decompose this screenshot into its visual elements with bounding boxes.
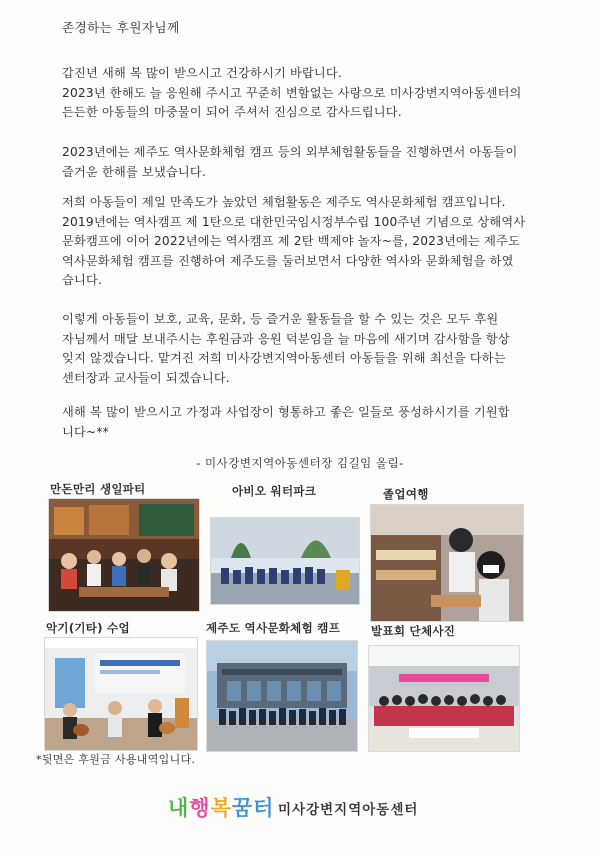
guitar-class-photo [44,637,198,751]
text-line: 자님께서 매달 보내주시는 후원금과 응원 덕분임을 늘 마음에 새기며 감사함을 항상 [62,331,510,346]
photo-caption: 아비오 워터파크 [232,484,317,498]
text-line: 문화캠프에 이어 2022년에는 역사캠프 제 2탄 백제야 놀자~를, 2023년에는 제주도 [62,234,520,248]
footer-logo [168,792,468,832]
text-line: 든든한 아동들의 마중물이 되어 주셔서 진심으로 감사드립니다. [62,105,402,119]
text-line: 잊지 않겠습니다. 맡겨진 저희 미사강변지역아동센터 아동들을 위해 최선을 다하는 [62,351,506,365]
center-name: 미사강변지역아동센터 [278,802,419,818]
text-line: 니다~** [62,424,109,439]
text-line: 이렇게 아동들이 보호, 교육, 문화, 등 즐거운 활동들을 할 수 있는 것은 모두 후원 [62,312,499,326]
logo-part: 복 [210,796,232,820]
photo-caption: 만돈만리 생일파티 [50,482,146,496]
text-line: 습니다. [62,273,102,287]
text-line: 센터장과 교사들이 되겠습니다. [62,370,230,385]
photo-caption: 악기(기타) 수업 [46,621,130,635]
logo-part: 내 [168,796,190,820]
text-line: 즐거운 한해를 보냈습니다. [62,164,206,179]
text-line: 2023년 한해도 늘 응원해 주시고 꾸준히 변함없는 사랑으로 미사강변지역아동센터의 [62,85,522,100]
text-line: 새해 복 많이 받으시고 가정과 사업장이 형통하고 좋은 일들로 풍성하시기를 기원합 [62,405,510,419]
jeju-camp-photo [206,640,358,752]
greeting: 존경하는 후원자님께 [62,20,180,35]
logo-wordmark [168,792,274,822]
signature: - 미사강변지역아동센터장 김길임 올림- [196,456,404,470]
paragraph-3 [62,193,562,291]
text-line: 2019년에는 역사캠프 제 1탄으로 대한민국임시정부수립 100주년 기념으로 상해역사 [62,214,526,229]
graduation-trip-photo [370,504,524,622]
photo-caption: 발표회 단체사진 [371,624,456,638]
birthday-party-photo [48,498,200,612]
text-line: 역사문화체험 캠프를 진행하여 제주도를 둘러보면서 다양한 역사와 문화체험을 하였 [62,253,514,268]
logo-part: 꿈터 [231,796,275,820]
photo-caption: 제주도 역사문화체험 캠프 [206,621,341,635]
text-line: 갑진년 새해 복 많이 받으시고 건강하시기 바랍니다. [62,66,342,80]
text-line: 2023년에는 제주도 역사문화체험 캠프 등의 외부체험활동들을 진행하면서 아동들이 [62,145,518,159]
paragraph-1 [62,64,562,123]
photo-caption: 졸업여행 [383,487,429,501]
water-park-photo [210,517,360,605]
paragraph-4 [62,310,562,388]
recital-group-photo [368,645,520,752]
back-page-note: *뒷면은 후원금 사용내역입니다. [36,753,196,766]
logo-part: 행 [189,796,211,820]
text-line: 저희 아동들이 제일 만족도가 높았던 체험활동은 제주도 역사문화체험 캠프입니다. [62,195,506,209]
paragraph-2 [62,143,562,182]
paragraph-5 [62,403,562,442]
